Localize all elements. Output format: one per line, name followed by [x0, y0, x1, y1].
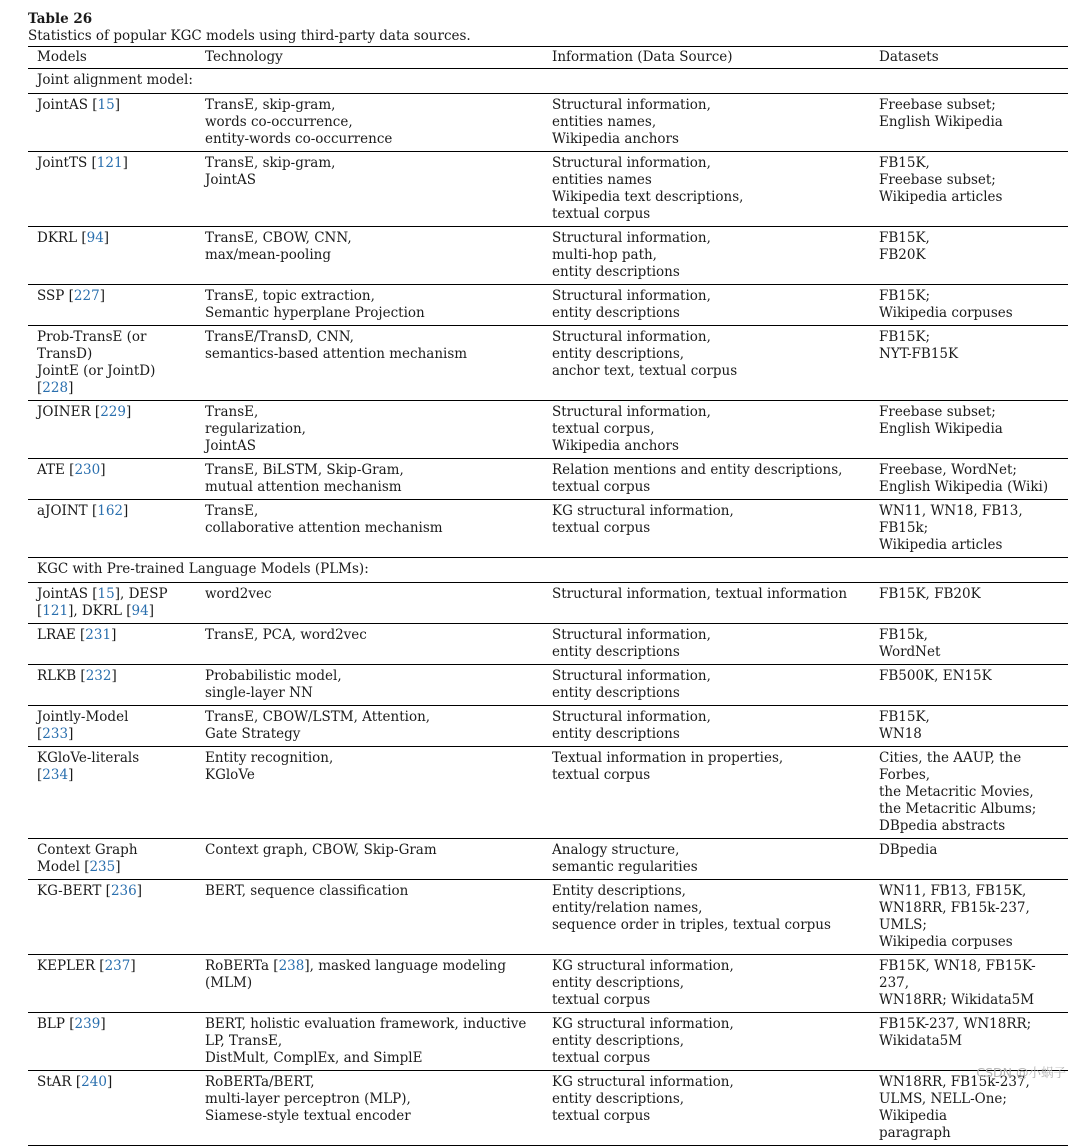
cell-technology — [196, 955, 543, 1013]
citation-link[interactable]: 234 — [42, 767, 69, 783]
cell-model — [28, 1013, 196, 1071]
table-row — [28, 1071, 1068, 1146]
cell-technology: TransE, topic extraction, Semantic hyperplane Projection — [205, 288, 425, 321]
cell-model — [28, 665, 196, 706]
header-information: Information (Data Source) — [552, 49, 733, 65]
cell-model — [28, 459, 196, 500]
cell-technology: BERT, holistic evaluation framework, inductive LP, TransE, DistMult, ComplEx, and SimplE — [205, 1016, 527, 1066]
cell-datasets: DBpedia — [879, 842, 938, 858]
cell-information: KG structural information, entity descriptions, textual corpus — [552, 1016, 734, 1066]
cell-datasets: WN11, FB13, FB15K, WN18RR, FB15k-237, UMLS; Wikipedia corpuses — [879, 883, 1030, 950]
cell-information: Structural information, entity descriptions — [552, 627, 711, 660]
cell-datasets: FB15K, WN18, FB15K-237, WN18RR; Wikidata5M — [879, 958, 1036, 1008]
cell-information: Structural information, entities names, Wikipedia anchors — [552, 97, 711, 147]
cell-datasets: FB15K, FB20K — [879, 586, 981, 602]
cell-model — [28, 227, 196, 285]
cell-text: JointTS [ — [37, 155, 97, 171]
cell-text: DKRL [ — [37, 230, 87, 246]
cell-technology: TransE, BiLSTM, Skip-Gram, mutual attention mechanism — [205, 462, 404, 495]
cell-text: KEPLER [ — [37, 958, 105, 974]
cell-model — [28, 839, 196, 880]
table-body — [28, 69, 1068, 1146]
table-row — [28, 227, 1068, 285]
cell-text: ] — [148, 603, 154, 619]
cell-model — [28, 152, 196, 227]
cell-technology: BERT, sequence classification — [205, 883, 409, 899]
cell-model — [28, 1071, 196, 1146]
section-title: Joint alignment model: — [37, 72, 193, 88]
cell-text: BLP [ — [37, 1016, 75, 1032]
cell-technology: TransE, PCA, word2vec — [205, 627, 367, 643]
cell-model — [28, 955, 196, 1013]
citation-link[interactable]: 229 — [100, 404, 126, 420]
cell-text: ] — [100, 1016, 106, 1032]
citation-link[interactable]: 240 — [81, 1074, 107, 1090]
citation-link[interactable]: 230 — [74, 462, 101, 478]
cell-information: Textual information in properties, textual corpus — [552, 750, 784, 783]
cell-datasets: Cities, the AAUP, the Forbes, the Metacritic Movies, the Metacritic Albums; DBpedia abstracts — [879, 750, 1037, 834]
cell-information: Entity descriptions, entity/relation names, sequence order in triples, textual corpus — [552, 883, 831, 933]
cell-model — [28, 285, 196, 326]
cell-technology: Probabilistic model, single-layer NN — [205, 668, 342, 701]
citation-link[interactable]: 235 — [89, 859, 116, 875]
cell-text: SSP [ — [37, 288, 74, 304]
watermark: CSDN @小蜗子 — [976, 1065, 1066, 1080]
cell-information: Structural information, entities names Wikipedia text descriptions, textual corpus — [552, 155, 744, 222]
cell-information: KG structural information, textual corpus — [552, 503, 734, 536]
table-row — [28, 152, 1068, 227]
table-row — [28, 500, 1068, 558]
cell-text: RoBERTa [ — [205, 958, 279, 974]
citation-link[interactable]: 162 — [97, 503, 124, 519]
cell-text: ] — [125, 404, 132, 420]
citation-link[interactable]: 94 — [131, 603, 149, 619]
cell-datasets: Freebase, WordNet; English Wikipedia (Wiki) — [879, 462, 1049, 495]
cell-text: ], DESP [ — [37, 586, 168, 619]
cell-model — [28, 401, 196, 459]
table-row — [28, 839, 1068, 880]
cell-text: ] — [122, 155, 128, 171]
table-row — [28, 747, 1068, 839]
cell-technology: TransE, skip-gram, words co-occurrence, entity-words co-occurrence — [205, 97, 393, 147]
cell-text: ], DKRL [ — [68, 603, 132, 619]
cell-text: Context Graph Model [ — [37, 842, 138, 875]
citation-link[interactable]: 232 — [85, 668, 112, 684]
cell-text: aJOINT [ — [37, 503, 98, 519]
kgc-models-table — [28, 46, 1068, 1146]
cell-text: ] — [123, 503, 129, 519]
cell-text: JointAS [ — [37, 97, 98, 113]
cell-text: ] — [136, 883, 143, 899]
citation-link[interactable]: 231 — [85, 627, 112, 643]
cell-text: JOINER [ — [37, 404, 101, 420]
cell-technology: word2vec — [205, 586, 272, 602]
cell-text: ] — [106, 1074, 113, 1090]
table-row — [28, 401, 1068, 459]
header-row — [28, 47, 1068, 69]
cell-text: KG-BERT [ — [37, 883, 111, 899]
citation-link[interactable]: 233 — [42, 726, 69, 742]
section-header-row — [28, 558, 1068, 583]
table-row — [28, 583, 1068, 624]
cell-datasets: FB15K; NYT-FB15K — [879, 329, 959, 362]
cell-text: Jointly-Model [ — [37, 709, 129, 742]
citation-link[interactable]: 227 — [73, 288, 100, 304]
cell-text: ] — [103, 230, 110, 246]
citation-link[interactable]: 237 — [104, 958, 131, 974]
cell-information: Structural information, entity descriptions — [552, 288, 711, 321]
citation-link[interactable]: 121 — [42, 603, 69, 619]
cell-text: JointAS [ — [37, 586, 98, 602]
table-caption: Statistics of popular KGC models using third-party data sources. — [28, 28, 471, 44]
citation-link[interactable]: 94 — [86, 230, 104, 246]
cell-text: ATE [ — [37, 462, 75, 478]
cell-model — [28, 706, 196, 747]
cell-datasets: FB500K, EN15K — [879, 668, 992, 684]
header-datasets: Datasets — [879, 49, 939, 65]
table-row — [28, 706, 1068, 747]
citation-link[interactable]: 239 — [74, 1016, 101, 1032]
citation-link[interactable]: 15 — [97, 586, 115, 602]
cell-model — [28, 94, 196, 152]
cell-technology: TransE/TransD, CNN, semantics-based attention mechanism — [205, 329, 468, 362]
citation-link[interactable]: 238 — [278, 958, 305, 974]
cell-text: Prob-TransE (or TransD) JointE (or JointD) [ — [37, 329, 156, 396]
cell-text: KGloVe-literals [ — [37, 750, 140, 783]
cell-information: Structural information, entity descriptions — [552, 668, 711, 701]
cell-text: ] — [111, 627, 117, 643]
cell-model — [28, 583, 196, 624]
cell-datasets: Freebase subset; English Wikipedia — [879, 97, 1003, 130]
cell-information: Structural information, entity descriptions, anchor text, textual corpus — [552, 329, 738, 379]
cell-model — [28, 500, 196, 558]
cell-text: ] — [68, 380, 74, 396]
table-row — [28, 285, 1068, 326]
cell-text: LRAE [ — [37, 627, 86, 643]
cell-information: Structural information, textual information — [552, 586, 848, 602]
cell-information: KG structural information, entity descriptions, textual corpus — [552, 958, 734, 1008]
table-row — [28, 665, 1068, 706]
cell-text: ] — [115, 859, 121, 875]
cell-datasets: FB15K; Wikipedia corpuses — [879, 288, 1013, 321]
table-row — [28, 326, 1068, 401]
cell-text: ] — [111, 668, 117, 684]
table-number: Table 26 — [28, 11, 93, 27]
citation-link[interactable]: 228 — [42, 380, 69, 396]
cell-model — [28, 624, 196, 665]
cell-model — [28, 747, 196, 839]
cell-text: ] — [68, 726, 74, 742]
table-row — [28, 459, 1068, 500]
table-row — [28, 955, 1068, 1013]
cell-information: Analogy structure, semantic regularities — [552, 842, 698, 875]
citation-link[interactable]: 236 — [110, 883, 137, 899]
cell-text: ], masked language modeling (MLM) — [205, 958, 506, 991]
citation-link[interactable]: 15 — [97, 97, 115, 113]
cell-technology: TransE, skip-gram, JointAS — [205, 155, 336, 188]
table-row — [28, 94, 1068, 152]
cell-technology: TransE, collaborative attention mechanism — [205, 503, 443, 536]
section-header-row — [28, 69, 1068, 94]
cell-datasets: FB15K, FB20K — [879, 230, 930, 263]
cell-datasets: Freebase subset; English Wikipedia — [879, 404, 1003, 437]
cell-datasets: FB15K, WN18 — [879, 709, 930, 742]
cell-text: RLKB [ — [37, 668, 86, 684]
cell-datasets: WN11, WN18, FB13, FB15k; Wikipedia articles — [879, 503, 1023, 553]
cell-datasets: FB15k, WordNet — [879, 627, 941, 660]
cell-text: ] — [130, 958, 136, 974]
cell-technology: TransE, regularization, JointAS — [205, 404, 306, 454]
cell-technology: RoBERTa/BERT, multi-layer perceptron (MLP), Siamese-style textual encoder — [205, 1074, 411, 1124]
table-row — [28, 1013, 1068, 1071]
header-technology: Technology — [205, 49, 283, 65]
cell-technology: Context graph, CBOW, Skip-Gram — [205, 842, 437, 858]
cell-information: Relation mentions and entity descriptions, textual corpus — [552, 462, 843, 495]
cell-datasets: FB15K, Freebase subset; Wikipedia articles — [879, 155, 1003, 205]
cell-model — [28, 326, 196, 401]
header-models: Models — [37, 49, 87, 65]
table-container — [28, 11, 1068, 1146]
cell-text: ] — [99, 288, 105, 304]
cell-datasets: FB15K-237, WN18RR; Wikidata5M — [879, 1016, 1032, 1049]
cell-information: Structural information, textual corpus, Wikipedia anchors — [552, 404, 711, 454]
cell-text: ] — [100, 462, 106, 478]
cell-datasets: WN18RR, FB15k-237, ULMS, NELL-One; Wikipedia paragraph — [879, 1074, 1030, 1141]
cell-text: ] — [114, 97, 121, 113]
cell-information: Structural information, entity descriptions — [552, 709, 711, 742]
cell-information: KG structural information, entity descriptions, textual corpus — [552, 1074, 734, 1124]
citation-link[interactable]: 121 — [96, 155, 123, 171]
section-title: KGC with Pre-trained Language Models (PLMs): — [37, 561, 369, 577]
cell-model — [28, 880, 196, 955]
cell-text: ] — [68, 767, 74, 783]
cell-technology: TransE, CBOW, CNN, max/mean-pooling — [205, 230, 352, 263]
cell-technology: Entity recognition, KGloVe — [205, 750, 334, 783]
cell-information: Structural information, multi-hop path, entity descriptions — [552, 230, 711, 280]
cell-text: StAR [ — [37, 1074, 82, 1090]
cell-technology: TransE, CBOW/LSTM, Attention, Gate Strategy — [205, 709, 431, 742]
table-row — [28, 624, 1068, 665]
table-row — [28, 880, 1068, 955]
